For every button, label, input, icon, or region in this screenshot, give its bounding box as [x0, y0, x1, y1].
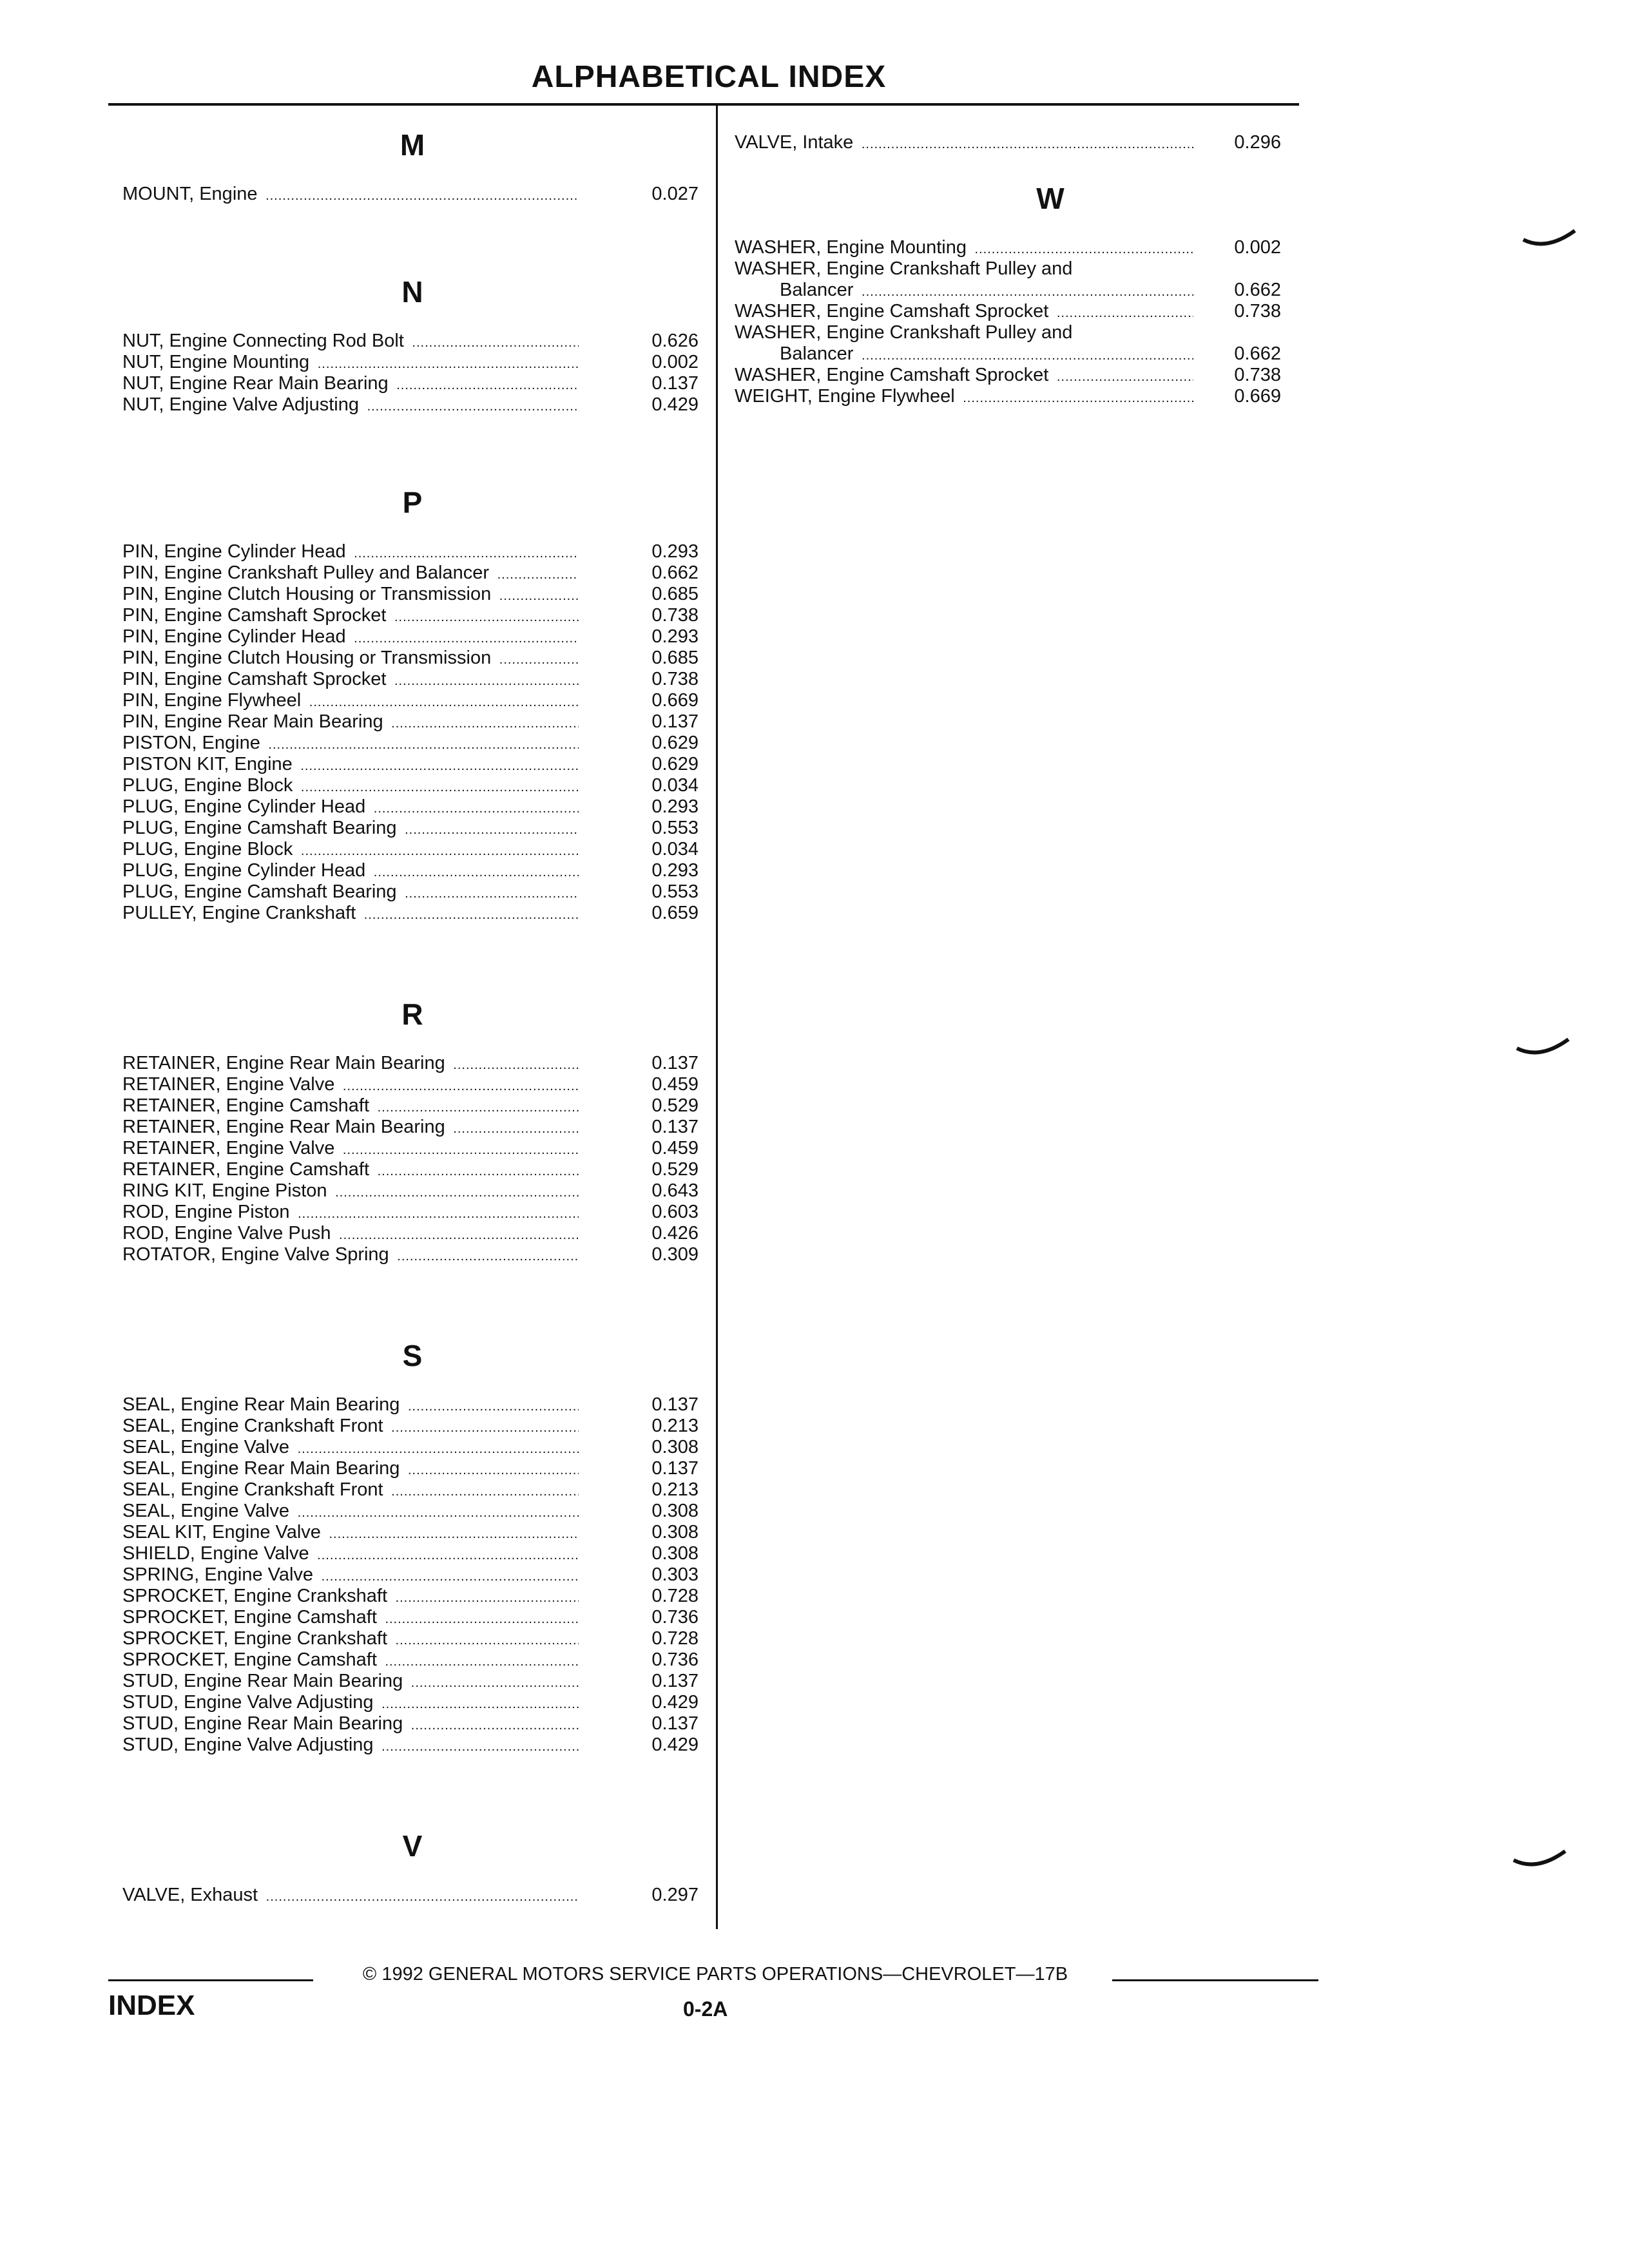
- entry-label: SPROCKET, Engine Camshaft: [122, 1649, 381, 1670]
- index-entry: [122, 733, 702, 754]
- entry-list: [122, 331, 702, 416]
- entry-list: [735, 237, 1315, 407]
- entry-label: WEIGHT, Engine Flywheel: [735, 386, 959, 407]
- entry-label: SEAL, Engine Rear Main Bearing: [122, 1394, 403, 1415]
- entry-label: WASHER, Engine Camshaft Sprocket: [735, 365, 1052, 385]
- index-entry: [735, 280, 1315, 301]
- section-letter: N: [401, 275, 423, 309]
- entry-page-number: 0.738: [1234, 365, 1281, 385]
- entry-label: STUD, Engine Valve Adjusting: [122, 1735, 378, 1755]
- entry-page-number: 0.002: [651, 352, 699, 372]
- entry-label: PISTON, Engine: [122, 733, 264, 753]
- entry-label: SPROCKET, Engine Camshaft: [122, 1607, 381, 1628]
- entry-page-number: 0.293: [651, 860, 699, 881]
- entry-label: WASHER, Engine Mounting: [735, 237, 970, 258]
- index-section: [122, 273, 702, 416]
- entry-page-number: 0.293: [651, 796, 699, 817]
- entry-label: WASHER, Engine Camshaft Sprocket: [735, 301, 1052, 322]
- index-entry: [122, 818, 702, 839]
- entry-page-number: 0.629: [651, 754, 699, 774]
- index-entry: [735, 132, 1315, 153]
- entry-label: PULLEY, Engine Crankshaft: [122, 903, 360, 923]
- entry-label: SPRING, Engine Valve: [122, 1564, 317, 1585]
- entry-page-number: 0.137: [651, 373, 699, 394]
- entry-label: Balancer: [780, 280, 857, 300]
- index-entry: [122, 1202, 702, 1223]
- entry-page-number: 0.429: [651, 1735, 699, 1755]
- index-section: [122, 483, 702, 924]
- index-entry: [735, 322, 1315, 343]
- entry-label: Balancer: [780, 343, 857, 364]
- entry-page-number: 0.293: [651, 541, 699, 562]
- column-divider: [716, 106, 718, 1929]
- entry-page-number: 0.137: [651, 1458, 699, 1479]
- entry-list: [122, 1053, 702, 1265]
- entry-label: NUT, Engine Connecting Rod Bolt: [122, 331, 408, 351]
- page-title: ALPHABETICAL INDEX: [531, 60, 887, 94]
- entry-page-number: 0.736: [651, 1607, 699, 1628]
- entry-page-number: 0.728: [651, 1628, 699, 1649]
- index-entry: [122, 1885, 702, 1906]
- entry-label: SEAL, Engine Crankshaft Front: [122, 1479, 387, 1500]
- entry-label: SEAL, Engine Crankshaft Front: [122, 1416, 387, 1436]
- index-entry: [122, 605, 702, 626]
- entry-page-number: 0.662: [651, 562, 699, 583]
- entry-label: PIN, Engine Crankshaft Pulley and Balancer: [122, 562, 493, 583]
- entry-page-number: 0.429: [651, 1692, 699, 1713]
- entry-page-number: 0.738: [1234, 301, 1281, 322]
- entry-page-number: 0.137: [651, 1394, 699, 1415]
- index-entry: [122, 1713, 702, 1735]
- entry-label: PIN, Engine Camshaft Sprocket: [122, 605, 390, 626]
- index-entry: [735, 365, 1315, 386]
- index-entry: [735, 386, 1315, 407]
- section-letter: W: [1036, 182, 1065, 215]
- index-entry: [122, 648, 702, 669]
- index-entry: [122, 690, 702, 711]
- index-entry: [735, 301, 1315, 322]
- entry-page-number: 0.529: [651, 1159, 699, 1180]
- entry-label: SEAL KIT, Engine Valve: [122, 1522, 325, 1542]
- index-entry: [122, 1223, 702, 1244]
- entry-page-number: 0.553: [651, 881, 699, 902]
- index-section: [735, 179, 1315, 407]
- entry-label: PIN, Engine Cylinder Head: [122, 626, 350, 647]
- entry-page-number: 0.137: [651, 1671, 699, 1691]
- entry-label: RETAINER, Engine Rear Main Bearing: [122, 1117, 449, 1137]
- entry-label: PLUG, Engine Cylinder Head: [122, 860, 369, 881]
- entry-label: STUD, Engine Valve Adjusting: [122, 1692, 378, 1713]
- section-letter: S: [402, 1339, 423, 1372]
- section-letter: M: [400, 128, 425, 162]
- entry-label: PLUG, Engine Block: [122, 839, 296, 860]
- entry-page-number: 0.529: [651, 1095, 699, 1116]
- section-letter: R: [401, 997, 423, 1031]
- index-entry: [122, 1501, 702, 1522]
- copyright-line: © 1992 GENERAL MOTORS SERVICE PARTS OPERATIONS—CHEVROLET—17B: [362, 1964, 1068, 1984]
- index-section: [122, 1336, 702, 1756]
- right-column: [735, 132, 1315, 407]
- index-entry: [735, 343, 1315, 365]
- section-letter: V: [402, 1829, 423, 1863]
- index-entry: [122, 1543, 702, 1564]
- punch-mark-icon: [1521, 226, 1579, 251]
- entry-label: PIN, Engine Rear Main Bearing: [122, 711, 387, 732]
- index-entry: [122, 1074, 702, 1095]
- entry-page-number: 0.296: [1234, 132, 1281, 153]
- entry-page-number: 0.662: [1234, 280, 1281, 300]
- entry-page-number: 0.603: [651, 1202, 699, 1222]
- index-entry: [122, 669, 702, 690]
- index-entry: [122, 903, 702, 924]
- entry-page-number: 0.659: [651, 903, 699, 923]
- entry-page-number: 0.137: [651, 1713, 699, 1734]
- entry-page-number: 0.308: [651, 1501, 699, 1521]
- entry-list: [122, 184, 702, 205]
- entry-label: STUD, Engine Rear Main Bearing: [122, 1713, 407, 1734]
- index-entry: [122, 562, 702, 584]
- entry-label: ROD, Engine Piston: [122, 1202, 294, 1222]
- punch-mark-icon: [1511, 1846, 1569, 1872]
- index-entry: [122, 839, 702, 860]
- entry-label: VALVE, Exhaust: [122, 1885, 262, 1905]
- entry-label: SEAL, Engine Valve: [122, 1437, 293, 1457]
- entry-list: [735, 132, 1315, 153]
- index-entry: [122, 541, 702, 562]
- index-entry: [122, 1458, 702, 1479]
- index-entry: [735, 258, 1315, 280]
- index-entry: [122, 1522, 702, 1543]
- entry-page-number: 0.297: [651, 1885, 699, 1905]
- entry-page-number: 0.308: [651, 1522, 699, 1542]
- entry-label: SPROCKET, Engine Crankshaft: [122, 1628, 391, 1649]
- entry-label: VALVE, Intake: [735, 132, 857, 153]
- index-section: [122, 126, 702, 205]
- index-entry: [122, 373, 702, 394]
- entry-page-number: 0.459: [651, 1074, 699, 1095]
- entry-list: [122, 1394, 702, 1756]
- index-entry: [122, 1244, 702, 1265]
- entry-page-number: 0.626: [651, 331, 699, 351]
- entry-page-number: 0.662: [1234, 343, 1281, 364]
- top-rule: [108, 103, 1299, 106]
- entry-page-number: 0.429: [651, 394, 699, 415]
- index-entry: [122, 796, 702, 818]
- index-section: [735, 132, 1315, 153]
- entry-label: SEAL, Engine Rear Main Bearing: [122, 1458, 403, 1479]
- entry-page-number: 0.728: [651, 1586, 699, 1606]
- entry-page-number: 0.137: [651, 711, 699, 732]
- entry-label: WASHER, Engine Crankshaft Pulley and: [735, 322, 1076, 343]
- index-entry: [122, 1607, 702, 1628]
- entry-label: NUT, Engine Rear Main Bearing: [122, 373, 392, 394]
- page-number: 0-2A: [683, 1997, 728, 2021]
- entry-label: PLUG, Engine Block: [122, 775, 296, 796]
- entry-label: PIN, Engine Cylinder Head: [122, 541, 350, 562]
- section-label: INDEX: [108, 1990, 195, 2021]
- index-entry: [122, 1095, 702, 1117]
- entry-label: SHIELD, Engine Valve: [122, 1543, 313, 1564]
- entry-page-number: 0.629: [651, 733, 699, 753]
- index-entry: [122, 1692, 702, 1713]
- index-entry: [122, 1117, 702, 1138]
- entry-label: NUT, Engine Valve Adjusting: [122, 394, 363, 415]
- index-entry: [122, 881, 702, 903]
- left-column: [122, 126, 702, 1906]
- index-entry: [122, 1671, 702, 1692]
- entry-label: PISTON KIT, Engine: [122, 754, 296, 774]
- entry-label: SPROCKET, Engine Crankshaft: [122, 1586, 391, 1606]
- index-entry: [122, 1649, 702, 1671]
- index-entry: [122, 352, 702, 373]
- footer-rule-left: [108, 1979, 313, 1981]
- index-entry: [122, 1586, 702, 1607]
- index-entry: [122, 754, 702, 775]
- index-entry: [122, 1628, 702, 1649]
- entry-list: [122, 541, 702, 924]
- index-entry: [122, 1479, 702, 1501]
- index-entry: [122, 1394, 702, 1416]
- index-entry: [122, 331, 702, 352]
- entry-label: PLUG, Engine Camshaft Bearing: [122, 881, 401, 902]
- index-entry: [122, 860, 702, 881]
- index-entry: [122, 1180, 702, 1202]
- entry-label: RETAINER, Engine Rear Main Bearing: [122, 1053, 449, 1073]
- index-entry: [735, 237, 1315, 258]
- entry-label: PIN, Engine Clutch Housing or Transmission: [122, 648, 495, 668]
- section-letter: P: [402, 486, 423, 519]
- entry-page-number: 0.137: [651, 1117, 699, 1137]
- entry-label: PLUG, Engine Camshaft Bearing: [122, 818, 401, 838]
- entry-label: PLUG, Engine Cylinder Head: [122, 796, 369, 817]
- index-entry: [122, 394, 702, 416]
- index-entry: [122, 1437, 702, 1458]
- entry-page-number: 0.669: [1234, 386, 1281, 407]
- index-entry: [122, 584, 702, 605]
- entry-label: STUD, Engine Rear Main Bearing: [122, 1671, 407, 1691]
- entry-label: RETAINER, Engine Valve: [122, 1138, 338, 1158]
- entry-page-number: 0.643: [651, 1180, 699, 1201]
- entry-page-number: 0.736: [651, 1649, 699, 1670]
- entry-page-number: 0.293: [651, 626, 699, 647]
- index-section: [122, 995, 702, 1265]
- index-section: [122, 1827, 702, 1906]
- index-entry: [122, 1735, 702, 1756]
- entry-label: RING KIT, Engine Piston: [122, 1180, 331, 1201]
- entry-label: SEAL, Engine Valve: [122, 1501, 293, 1521]
- entry-label: RETAINER, Engine Camshaft: [122, 1159, 373, 1180]
- index-entry: [122, 1053, 702, 1074]
- entry-page-number: 0.738: [651, 669, 699, 689]
- index-entry: [122, 626, 702, 648]
- entry-label: RETAINER, Engine Camshaft: [122, 1095, 373, 1116]
- entry-page-number: 0.669: [651, 690, 699, 711]
- entry-page-number: 0.213: [651, 1416, 699, 1436]
- entry-page-number: 0.034: [651, 839, 699, 860]
- entry-page-number: 0.553: [651, 818, 699, 838]
- index-entry: [122, 1564, 702, 1586]
- entry-page-number: 0.459: [651, 1138, 699, 1158]
- index-entry: [122, 775, 702, 796]
- entry-label: NUT, Engine Mounting: [122, 352, 313, 372]
- entry-page-number: 0.303: [651, 1564, 699, 1585]
- index-entry: [122, 1416, 702, 1437]
- index-entry: [122, 184, 702, 205]
- entry-label: PIN, Engine Clutch Housing or Transmission: [122, 584, 495, 604]
- entry-page-number: 0.027: [651, 184, 699, 204]
- entry-page-number: 0.309: [651, 1244, 699, 1265]
- entry-page-number: 0.137: [651, 1053, 699, 1073]
- entry-label: PIN, Engine Flywheel: [122, 690, 305, 711]
- entry-page-number: 0.426: [651, 1223, 699, 1244]
- index-entry: [122, 711, 702, 733]
- entry-page-number: 0.213: [651, 1479, 699, 1500]
- index-entry: [122, 1159, 702, 1180]
- entry-label: ROTATOR, Engine Valve Spring: [122, 1244, 393, 1265]
- entry-label: WASHER, Engine Crankshaft Pulley and: [735, 258, 1076, 279]
- entry-page-number: 0.308: [651, 1437, 699, 1457]
- entry-page-number: 0.685: [651, 584, 699, 604]
- footer-rule-right: [1112, 1979, 1318, 1981]
- entry-page-number: 0.308: [651, 1543, 699, 1564]
- entry-label: PIN, Engine Camshaft Sprocket: [122, 669, 390, 689]
- entry-page-number: 0.034: [651, 775, 699, 796]
- entry-page-number: 0.002: [1234, 237, 1281, 258]
- entry-page-number: 0.685: [651, 648, 699, 668]
- entry-label: MOUNT, Engine: [122, 184, 262, 204]
- punch-mark-icon: [1514, 1034, 1572, 1060]
- entry-page-number: 0.738: [651, 605, 699, 626]
- entry-label: ROD, Engine Valve Push: [122, 1223, 334, 1244]
- entry-list: [122, 1885, 702, 1906]
- index-entry: [122, 1138, 702, 1159]
- entry-label: RETAINER, Engine Valve: [122, 1074, 338, 1095]
